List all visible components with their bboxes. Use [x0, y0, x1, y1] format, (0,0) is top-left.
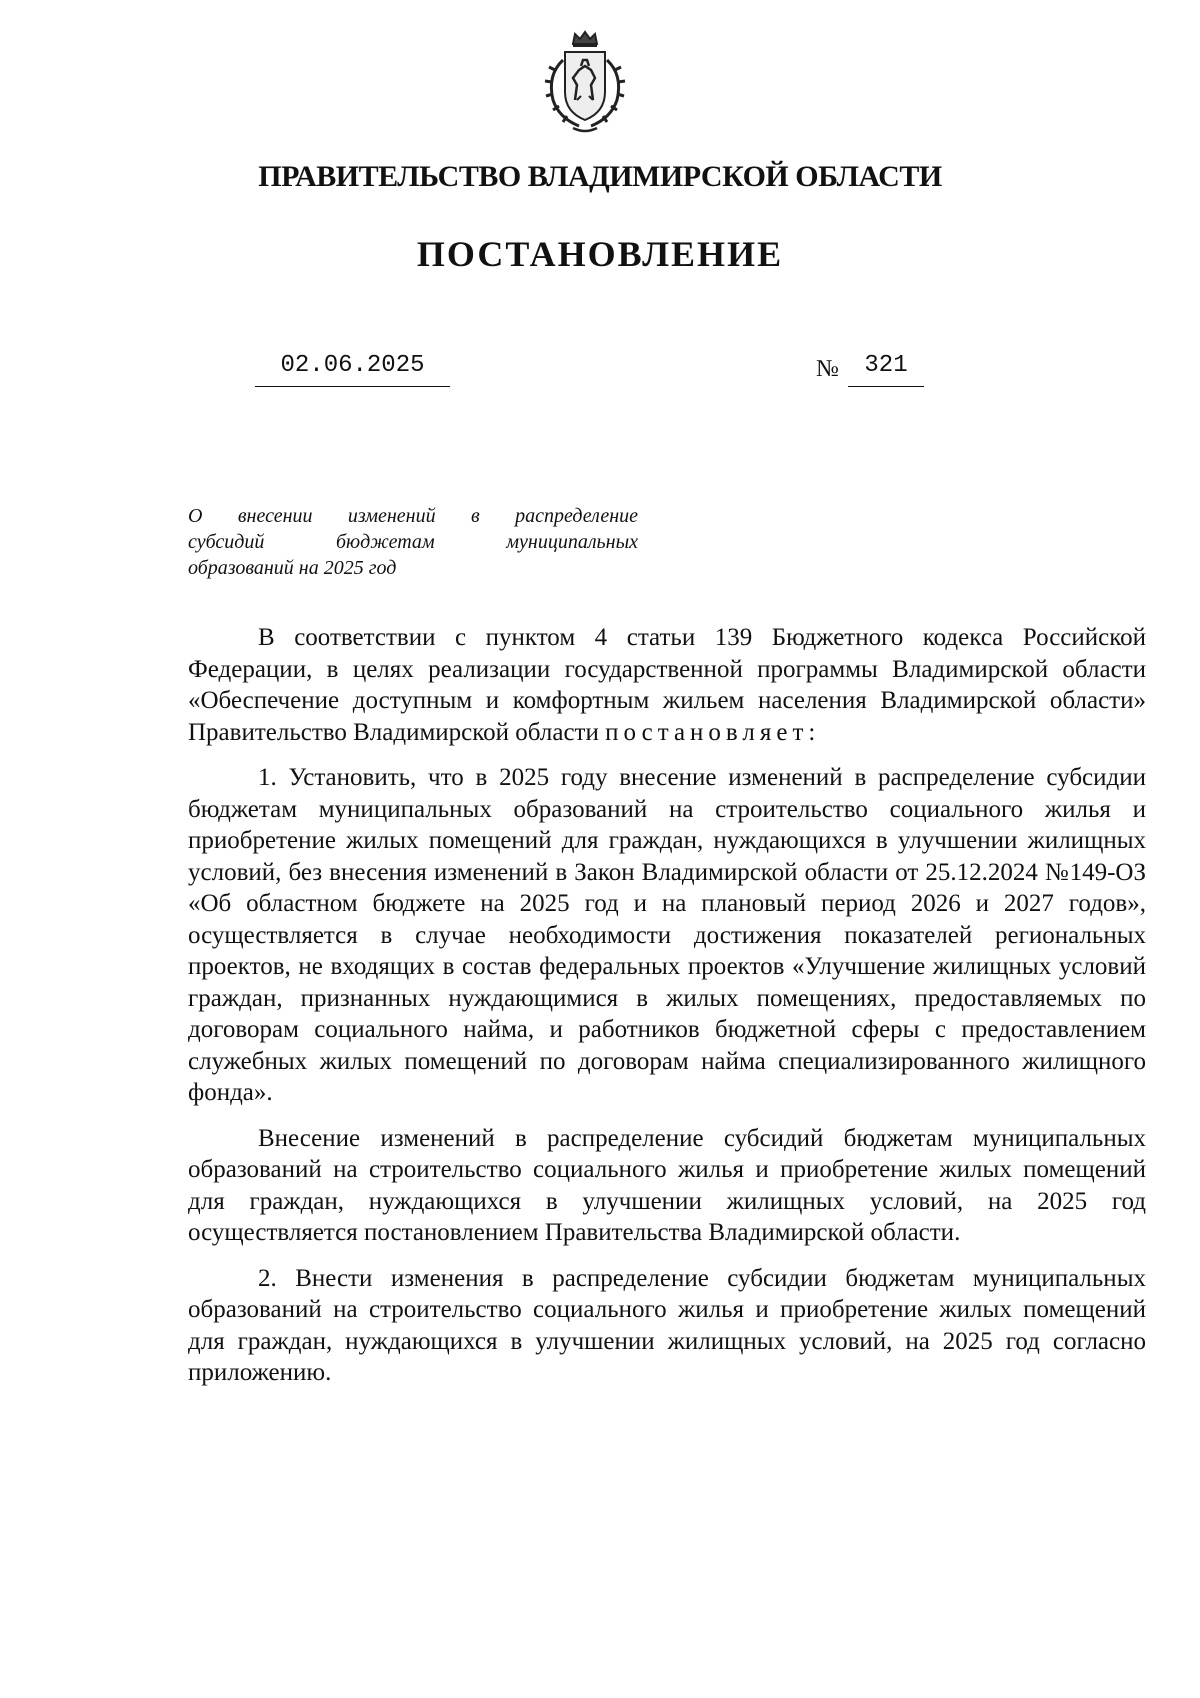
decree-word: постановляет: — [605, 718, 821, 746]
subject-line: образований на 2025 год — [188, 557, 397, 579]
government-name: ПРАВИТЕЛЬСТВО ВЛАДИМИРСКОЙ ОБЛАСТИ — [258, 160, 942, 193]
coat-of-arms-emblem — [535, 30, 635, 140]
document-date: 02.06.2025 — [280, 352, 425, 379]
subject-line: О внесении изменений в распределение — [188, 505, 638, 527]
document-type-title: ПОСТАНОВЛЕНИЕ — [416, 234, 784, 274]
subject-line: субсидий бюджетам муниципальных — [188, 531, 638, 553]
preamble-paragraph — [188, 622, 1146, 748]
preamble-text: В соответствии с пунктом 4 статьи 139 Бюджетного кодекса Российской Федерации, в целях реализации государственной программы Владимирской области «Обеспечение доступным и комфортным жильем населения Владимирской области» Правительство Владимирской области — [188, 624, 1146, 746]
date-field — [255, 352, 450, 387]
number-sign: № — [816, 356, 839, 382]
paragraph-1-continuation: Внесение изменений в распределение субсидий бюджетам муниципальных образований на строительство социального жилья и приобретение жилых помещений для граждан, нуждающихся в улучшении жилищных условий, на 2025 год осуществляется постановлением Правительства Владимирской области. — [188, 1124, 1146, 1246]
number-field — [848, 352, 924, 387]
document-body — [188, 622, 1146, 1403]
document-number: 321 — [864, 352, 908, 379]
paragraph-1: 1. Установить, что в 2025 году внесение изменений в распределение субсидии бюджетам муниципальных образований на строительство социального жилья и приобретение жилых помещений для граждан, нуждающихся в улучшении жилищных условий, без внесения изменений в Закон Владимирской области от 25.12.2024 №149-ОЗ «Об областном бюджете на 2025 год и на плановый период 2026 и 2027 годов», осуществляется в случае необходимости достижения показателей региональных проектов, не входящих в состав федеральных проектов «Улучшение жилищных условий граждан, признанных нуждающимися в жилых помещениях, предоставляемых по договорам социального найма, и работников бюджетной сферы с предоставлением служебных жилых помещений по договорам найма специализированного жилищного фонда». — [188, 764, 1146, 1106]
paragraph-2: 2. Внести изменения в распределение субсидии бюджетам муниципальных образований на строительство социального жилья и приобретение жилых помещений для граждан, нуждающихся в улучшении жилищных условий, на 2025 год согласно приложению. — [188, 1264, 1146, 1386]
document-subject — [188, 503, 638, 581]
